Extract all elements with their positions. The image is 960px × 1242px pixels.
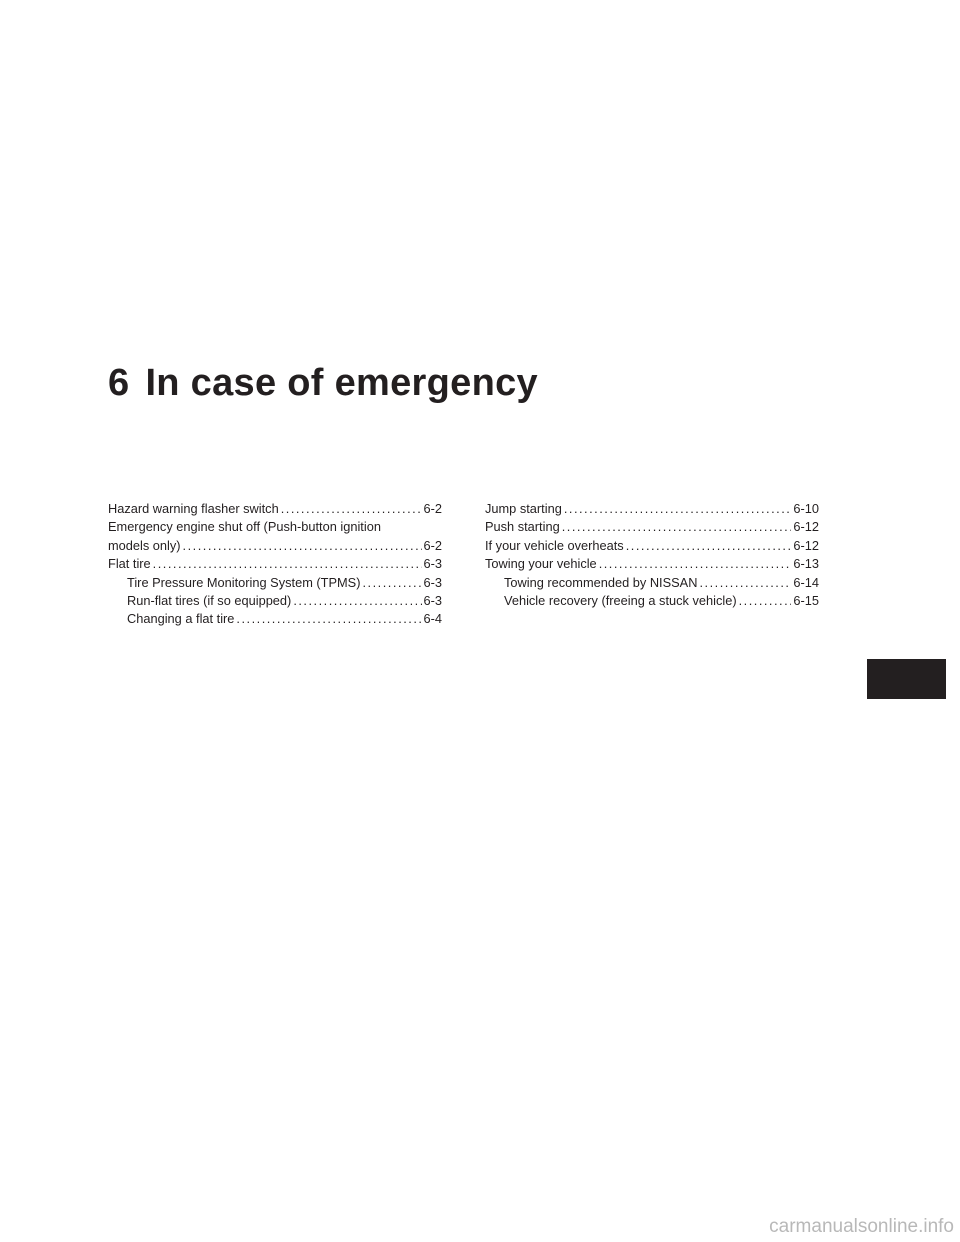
toc-leader-dots <box>281 500 422 518</box>
toc-entry-page: 6-2 <box>423 537 442 553</box>
toc-entry-vehicle-overheats[interactable] <box>485 537 819 555</box>
toc-right-column <box>485 500 819 610</box>
toc-leader-dots <box>739 592 792 610</box>
toc-entry-page: 6-15 <box>793 592 819 608</box>
toc-entry-engine-shutoff[interactable] <box>108 537 442 555</box>
toc-leader-dots <box>564 500 792 518</box>
toc-entry-label: Vehicle recovery (freeing a stuck vehicle) <box>504 592 737 608</box>
toc-entry-page: 6-3 <box>423 556 442 572</box>
toc-entry-page: 6-12 <box>793 519 819 535</box>
toc-entry-page: 6-3 <box>423 592 442 608</box>
toc-entry-label: Hazard warning flasher switch <box>108 501 279 516</box>
chapter-number: 6 <box>108 362 130 404</box>
toc-leader-dots <box>362 574 421 592</box>
toc-entry-label: If your vehicle overheats <box>485 537 624 553</box>
toc-entry-label: Jump starting <box>485 501 562 516</box>
toc-entry-label: Towing recommended by NISSAN <box>504 574 698 590</box>
toc-leader-dots <box>599 555 792 573</box>
toc-entry-flat-tire[interactable] <box>108 555 442 573</box>
toc-entry-label: Towing your vehicle <box>485 556 597 572</box>
toc-entry-hazard-warning[interactable] <box>108 500 442 518</box>
toc-entry-changing-flat-tire[interactable] <box>108 610 442 628</box>
toc-entry-page: 6-10 <box>793 501 819 516</box>
toc-entry-page: 6-12 <box>793 537 819 553</box>
toc-entry-label: Flat tire <box>108 556 151 572</box>
toc-entry-page: 6-13 <box>793 556 819 572</box>
chapter-tab-marker <box>867 659 946 699</box>
toc-entry-page: 6-4 <box>423 611 442 627</box>
toc-entry-page: 6-14 <box>793 574 819 590</box>
toc-entry-label: Run-flat tires (if so equipped) <box>127 592 292 608</box>
toc-leader-dots <box>236 610 421 628</box>
toc-entry-vehicle-recovery[interactable] <box>485 592 819 610</box>
toc-leader-dots <box>183 537 422 555</box>
toc-entry-engine-shutoff-line1[interactable]: Emergency engine shut off (Push-button ignition <box>108 519 381 535</box>
chapter-title <box>108 362 538 405</box>
toc-leader-dots <box>153 555 422 573</box>
toc-entry-towing-vehicle[interactable] <box>485 555 819 573</box>
toc-leader-dots <box>293 592 421 610</box>
toc-entry-run-flat-tires[interactable] <box>108 592 442 610</box>
toc-entry-jump-starting[interactable] <box>485 500 819 518</box>
toc-entry-page: 6-2 <box>423 501 442 516</box>
toc-entry-label: Push starting <box>485 519 560 535</box>
toc-entry-towing-recommended[interactable] <box>485 574 819 592</box>
toc-entry-label: Changing a flat tire <box>127 611 235 627</box>
toc-entry-push-starting[interactable] <box>485 518 819 536</box>
toc-entry-page: 6-3 <box>423 574 442 590</box>
toc-leader-dots <box>626 537 792 555</box>
toc-entry-tpms[interactable] <box>108 574 442 592</box>
toc-entry-label: models only) <box>108 537 181 553</box>
toc-leader-dots <box>699 574 791 592</box>
watermark: carmanualsonline.info <box>769 1216 954 1237</box>
chapter-title-text: In case of emergency <box>145 362 538 404</box>
toc-leader-dots <box>562 518 792 536</box>
toc-left-column <box>108 500 442 629</box>
toc-entry-label: Tire Pressure Monitoring System (TPMS) <box>127 574 361 590</box>
